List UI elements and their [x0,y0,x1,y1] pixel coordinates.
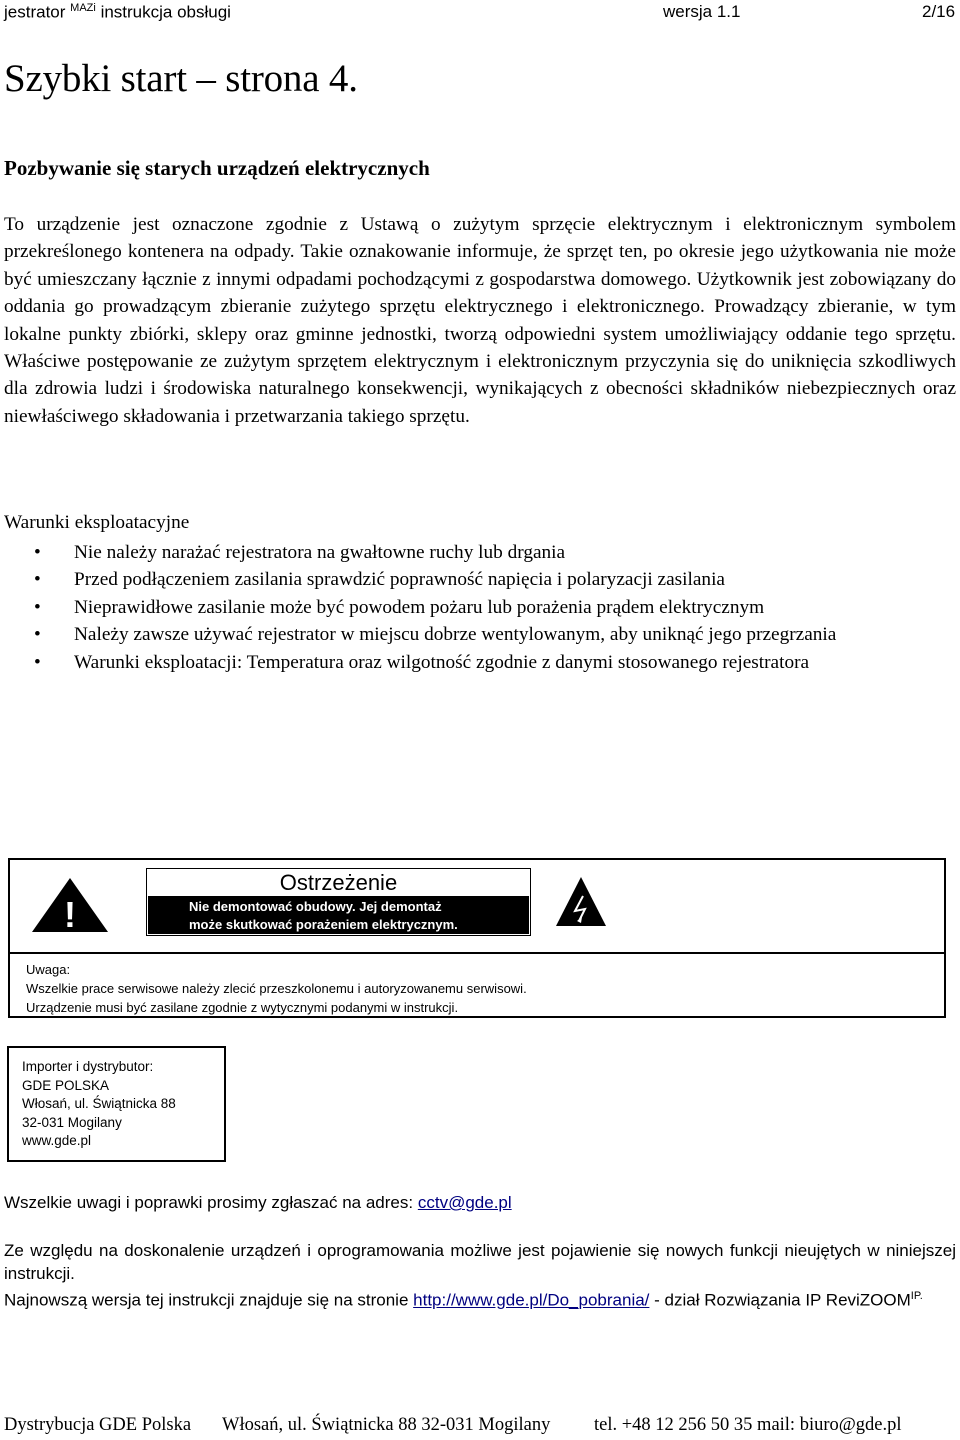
list-item-text: Należy zawsze używać rejestrator w miejscu dobrze wentylowanym, aby uniknąć jego przegrzania [74,624,837,646]
importer-line: www.gde.pl [22,1133,92,1149]
warning-message [189,898,458,934]
conditions-title: Warunki eksploatacyjne [4,512,190,533]
bullet-icon: • [34,569,41,591]
header-page-number: 2/16 [922,2,956,21]
feedback-text: Wszelkie uwagi i poprawki prosimy zgłaszać na adres: [4,1193,414,1212]
service-notice-line: Wszelkie prace serwisowe należy zlecić przeszkolonemu i autoryzowanemu serwisowi. [26,981,527,996]
header-product-sup: MAZi [70,2,96,14]
bullet-icon: • [34,596,41,618]
importer-line: GDE POLSKA [22,1077,110,1093]
service-notice [26,960,527,1017]
page-title: Szybki start – strona 4. [4,57,358,100]
footer-address: Włosań, ul. Świątnicka 88 32-031 Mogilany [222,1415,551,1435]
paragraph-line: symbolem przekreślonego kontenera na odpady. Takie oznakowanie informuje, że sprzęt ten, po [4,214,956,263]
header-title [4,2,231,23]
update-info-text: - dział Rozwiązania IP ReviZOOM [654,1290,911,1310]
paragraph-line: sprzętu. Właściwe postępowanie ze zużytym sprzętem elektrycznym i elektronicznym przyczynia [4,323,956,373]
paragraph-line: wynikających z obecności składników niebezpiecznych oraz niewłaściwego składowania i [4,378,957,427]
warning-message-line: Nie demontować obudowy. Jej demontaż [189,899,442,914]
header-doc-type: instrukcja obsługi [100,2,231,22]
list-item [0,566,956,593]
footer-company: Dystrybucja GDE Polska [4,1415,192,1435]
service-notice-label: Uwaga: [26,962,71,977]
update-info-line [4,1285,956,1312]
bullet-icon: • [34,624,41,646]
importer-line: Włosań, ul. Świątnicka 88 [22,1096,176,1112]
header-version: wersja 1.1 [663,2,741,21]
update-info-text: Najnowszą wersja tej instrukcji znajduje się na stronie [4,1290,409,1310]
paragraph-line: zbiórki, sklepy oraz gminne jednostki, tworzą odpowiedni system umożliwiający oddanie tego [129,323,888,345]
list-item-text: Nieprawidłowe zasilanie może być powodem pożaru lub porażenia prądem elektrycznym [74,596,765,618]
warning-message-line: może skutkować porażeniem elektrycznym. [189,917,458,932]
update-info-sup: IP. [910,1290,923,1302]
paragraph-line: gospodarstwa domowego. Użytkownik jest zobowiązany do oddania go prowadzącym zbieranie [4,268,956,318]
update-info-line: Ze względu na doskonalenie urządzeń i oprogramowania możliwe jest pojawienie się nowych funkcji nieujętych w niniejszej instrukcji. [4,1241,956,1283]
list-item-text: Nie należy narażać rejestratora na gwałtowne ruchy lub drgania [74,542,566,563]
list-item [0,621,956,648]
paragraph-line: się do uniknięcia szkodliwych dla zdrowia ludzi i środowiska naturalnego konsekwencji, [4,351,956,400]
warning-exclamation-icon [30,876,110,934]
header-product-name: jestrator [4,2,66,22]
list-item [0,594,956,621]
update-info [4,1239,956,1312]
list-item-text: Przed podłączeniem zasilania sprawdzić poprawność napięcia i polaryzacji zasilania [74,569,725,591]
bullet-icon: • [34,542,41,563]
warning-divider [8,952,946,954]
email-link[interactable]: cctv@gde.pl [417,1193,512,1212]
paragraph-line: przetwarzania takiego sprzętu. [234,405,470,427]
list-item [0,649,956,676]
conditions-list [0,539,956,676]
importer-info [22,1058,176,1151]
bullet-icon: • [34,651,41,673]
electric-shock-icon [555,876,607,928]
paragraph-line: zużytego sprzętu elektrycznego i elektronicznego. Prowadzący zbieranie, w tym lokalne punkty [4,296,957,345]
exclamation-glyph: ! [64,894,76,934]
service-notice-line: Urządzenie musi być zasilane zgodnie z wytycznymi podanymi w instrukcji. [26,1000,459,1015]
download-link[interactable]: http://www.gde.pl/Do_pobrania/ [413,1290,650,1310]
list-item [0,539,956,566]
feedback-note [4,1193,512,1213]
importer-line: Importer i dystrybutor: [22,1059,154,1074]
warning-title: Ostrzeżenie [279,870,398,895]
disposal-paragraph [4,211,956,430]
paragraph-line: okresie jego użytkowania nie może być umieszczany łącznie z innymi odpadami pochodzącymi z [4,241,956,290]
section-heading: Pozbywanie się starych urządzeń elektrycznych [4,156,430,180]
list-item-text: Warunki eksploatacji: Temperatura oraz wilgotność zgodnie z danymi stosowanego rejestratora [74,651,810,673]
paragraph-line: To urządzenie jest oznaczone zgodnie z Ustawą o zużytym sprzęcie elektrycznym i elektronicznym [4,214,864,235]
footer-contact: tel. +48 12 256 50 35 mail: biuro@gde.pl [594,1415,902,1435]
importer-line: 32-031 Mogilany [22,1114,122,1130]
